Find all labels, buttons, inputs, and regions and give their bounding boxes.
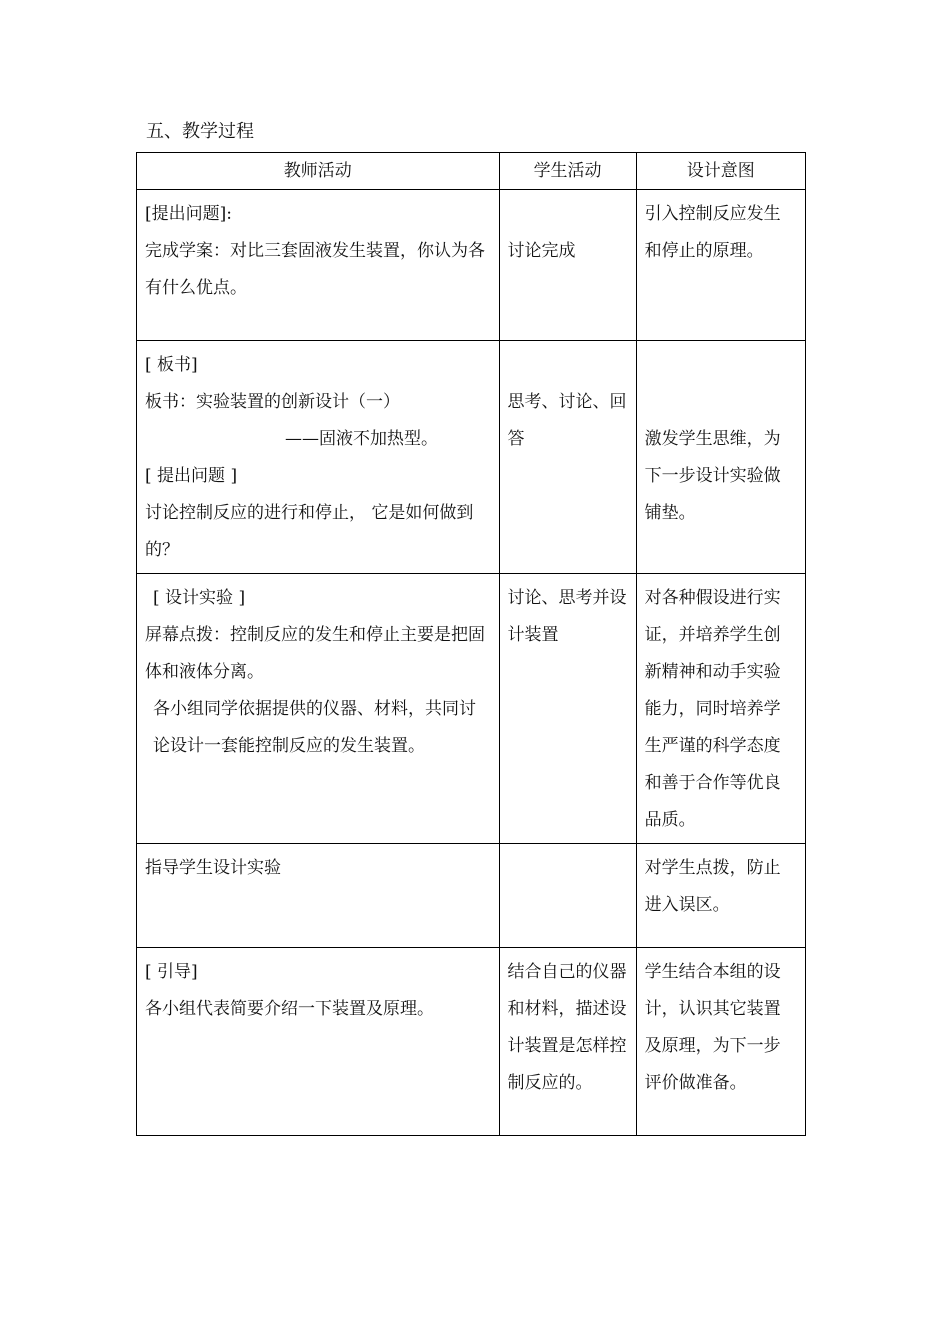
- student-text: 讨论完成: [507, 241, 576, 261]
- teacher-line: [ 引导]: [145, 962, 198, 982]
- teacher-line: 完成学案：对比三套固液发生装置，你认为各有什么优点。: [145, 241, 485, 298]
- header-student-activity: 学生活动: [499, 153, 636, 190]
- intent-text: 学生结合本组的设计，认识其它装置及原理，为下一步评价做准备。: [644, 962, 781, 1093]
- teacher-line: 板书：实验装置的创新设计（一）: [145, 392, 400, 412]
- table-row: [137, 844, 806, 948]
- intent-cell: [636, 190, 805, 341]
- table-row: [137, 341, 806, 574]
- intent-cell: [636, 844, 805, 948]
- table-row: [137, 190, 806, 341]
- student-text: 结合自己的仪器和材料，描述设计装置是怎样控制反应的。: [507, 962, 627, 1093]
- teacher-line: 讨论控制反应的进行和停止， 它是如何做到的？: [145, 503, 474, 560]
- table-row: [137, 948, 806, 1136]
- teacher-line: 屏幕点拨：控制反应的发生和停止主要是把固体和液体分离。: [145, 625, 485, 682]
- teacher-cell: [137, 190, 500, 341]
- teacher-cell: [137, 574, 500, 844]
- intent-cell: [636, 574, 805, 844]
- teacher-line: [ 设计实验 ]: [153, 588, 246, 608]
- student-cell: [499, 844, 636, 948]
- table-header-row: [137, 153, 806, 190]
- student-cell: [499, 574, 636, 844]
- intent-text: 激发学生思维，为下一步设计实验做铺垫。: [644, 429, 781, 523]
- table-row: [137, 574, 806, 844]
- teaching-process-table: [136, 152, 806, 1136]
- section-heading: 五、教学过程: [146, 121, 254, 142]
- intent-cell: [636, 341, 805, 574]
- student-cell: [499, 341, 636, 574]
- student-cell: [499, 190, 636, 341]
- teacher-cell: [137, 341, 500, 574]
- teacher-line: [ 提出问题 ]: [145, 466, 238, 486]
- teacher-line: [提出问题]:: [145, 204, 232, 224]
- teacher-line: ——固液不加热型。: [285, 429, 438, 449]
- intent-text: 对各种假设进行实证，并培养学生创新精神和动手实验能力，同时培养学生严谨的科学态度和善于合作等优良品质。: [644, 588, 781, 830]
- student-cell: [499, 948, 636, 1136]
- header-design-intent: 设计意图: [636, 153, 805, 190]
- intent-text: 引入控制反应发生和停止的原理。: [644, 204, 781, 261]
- student-text: 讨论、思考并设计装置: [507, 588, 627, 645]
- teacher-cell: [137, 844, 500, 948]
- teacher-line: 各小组代表简要介绍一下装置及原理。: [145, 999, 434, 1019]
- teacher-line: [ 板书]: [145, 355, 198, 375]
- student-text: 思考、讨论、回答: [507, 392, 627, 449]
- teacher-line: 指导学生设计实验: [145, 858, 281, 878]
- header-teacher-activity: 教师活动: [137, 153, 500, 190]
- teacher-cell: [137, 948, 500, 1136]
- intent-cell: [636, 948, 805, 1136]
- teacher-line: 各小组同学依据提供的仪器、材料，共同讨论设计一套能控制反应的发生装置。: [153, 699, 476, 756]
- intent-text: 对学生点拨，防止进入误区。: [644, 858, 781, 915]
